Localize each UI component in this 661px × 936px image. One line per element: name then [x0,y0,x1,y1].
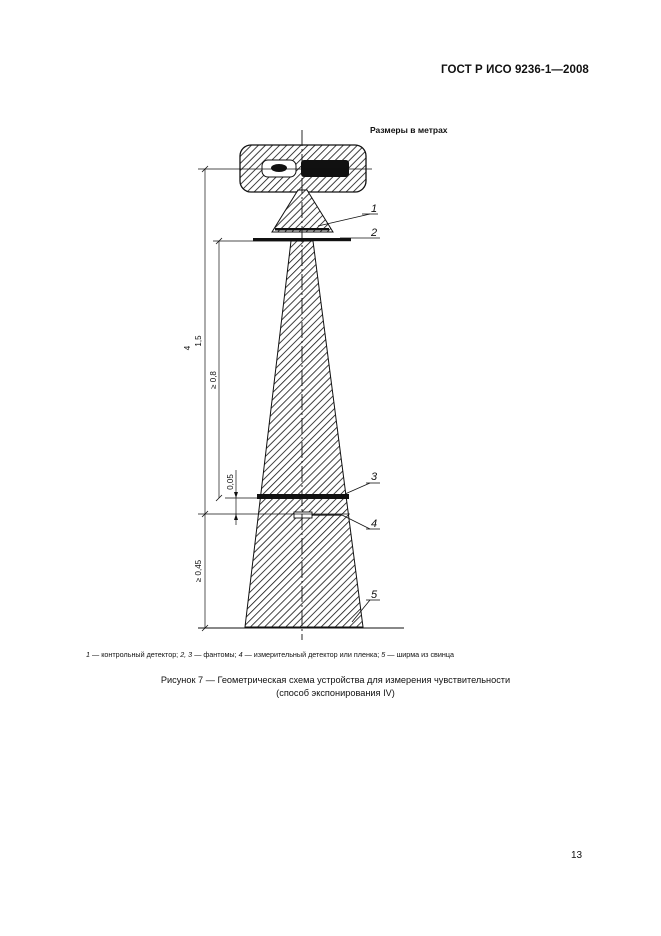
figure-legend: 1 — контрольный детектор; 2, 3 — фантомы; 4 — измерительный детектор или пленка; 5 — ширма из свинца [86,650,454,659]
units-note: Размеры в метрах [370,125,448,135]
callout-1: 1 [371,203,378,215]
upper-beam-cone [272,190,333,232]
dim-min-shield: ≥ 0,45 [194,559,203,583]
dim-min-phantom: ≥ 0,8 [209,371,218,389]
dim-phantom-gap: 0,05 [226,474,235,490]
legend-num-3: 4 [238,650,243,659]
dim-total: 4 [183,345,192,351]
caption-line-2: (способ экспонирования IV) [276,687,395,698]
callout-5: 5 [371,589,378,601]
page-number: 13 [571,850,583,861]
phantom-lower [257,494,349,499]
document-header: ГОСТ Р ИСО 9236-1—2008 [441,64,589,76]
source-inner-right [301,160,349,177]
legend-text-2: фантомы; [203,650,237,659]
legend-num-1: 1 [86,650,90,659]
dim-source-detector: 1,5 [194,335,203,347]
main-beam-cone [245,241,363,627]
measuring-detector [294,512,312,518]
legend-num-2: 2, 3 [180,650,193,659]
callout-2: 2 [371,227,378,239]
callout-3: 3 [371,471,378,483]
caption-line-1: Рисунок 7 — Геометрическая схема устройства для измерения чувствительности [160,675,511,685]
legend-num-4: 5 [381,650,386,659]
figure-caption [0,674,661,699]
legend-text-1: контрольный детектор; [101,650,179,659]
source-focus [271,164,287,172]
callout-4: 4 [371,518,378,530]
legend-text-3: измерительный детектор или пленка; [253,650,380,659]
legend-text-4: ширма из свинца [396,650,454,659]
